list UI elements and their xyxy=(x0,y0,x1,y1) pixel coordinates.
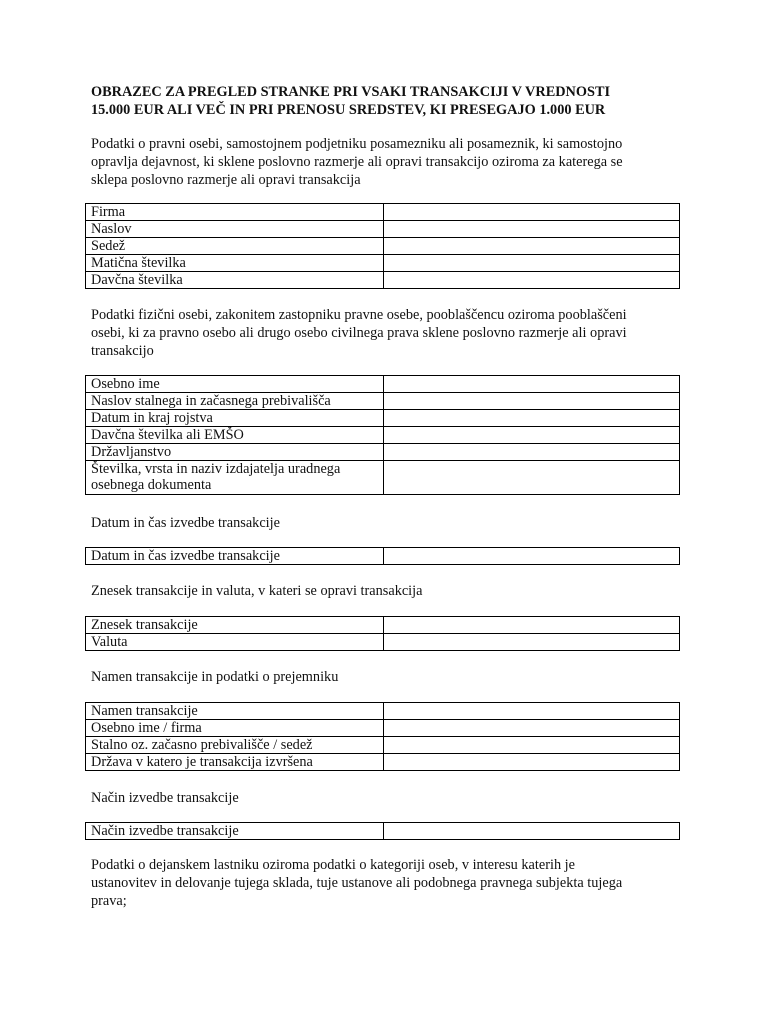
table-row xyxy=(86,221,680,238)
value-cell[interactable] xyxy=(384,617,680,634)
row-label: Valuta xyxy=(86,634,384,651)
row-label: Datum in čas izvedbe transakcije xyxy=(86,548,384,565)
method-intro: Način izvedbe transakcije xyxy=(91,790,239,806)
value-cell[interactable] xyxy=(384,376,680,393)
row-label: Matična številka xyxy=(86,255,384,272)
value-cell[interactable] xyxy=(384,427,680,444)
row-label: Firma xyxy=(86,204,384,221)
title-line-1: OBRAZEC ZA PREGLED STRANKE PRI VSAKI TRANSAKCIJI V VREDNOSTI xyxy=(91,84,611,100)
table-row xyxy=(86,238,680,255)
row-label: Država v katero je transakcija izvršena xyxy=(86,754,384,771)
document-title xyxy=(91,83,680,119)
value-cell[interactable] xyxy=(384,737,680,754)
value-cell[interactable] xyxy=(384,393,680,410)
value-cell[interactable] xyxy=(384,823,680,840)
table-row xyxy=(86,393,680,410)
table-row xyxy=(86,255,680,272)
row-label: Namen transakcije xyxy=(86,703,384,720)
value-cell[interactable] xyxy=(384,204,680,221)
datetime-intro: Datum in čas izvedbe transakcije xyxy=(91,515,280,531)
value-cell[interactable] xyxy=(384,444,680,461)
table-row xyxy=(86,703,680,720)
value-cell[interactable] xyxy=(384,720,680,737)
method-table xyxy=(85,822,680,840)
row-label: Naslov xyxy=(86,221,384,238)
value-cell[interactable] xyxy=(384,754,680,771)
row-label: Davčna številka ali EMŠO xyxy=(86,427,384,444)
value-cell[interactable] xyxy=(384,461,680,495)
table-row xyxy=(86,823,680,840)
table-row xyxy=(86,720,680,737)
natural-person-table xyxy=(85,375,680,495)
table-row xyxy=(86,461,680,495)
value-cell[interactable] xyxy=(384,255,680,272)
value-cell[interactable] xyxy=(384,548,680,565)
table-row xyxy=(86,548,680,565)
value-cell[interactable] xyxy=(384,221,680,238)
table-row xyxy=(86,376,680,393)
value-cell[interactable] xyxy=(384,410,680,427)
title-line-2: 15.000 EUR ALI VEČ IN PRI PRENOSU SREDSTEV, KI PRESEGAJO 1.000 EUR xyxy=(91,102,606,118)
value-cell[interactable] xyxy=(384,703,680,720)
row-label: Davčna številka xyxy=(86,272,384,289)
value-cell[interactable] xyxy=(384,238,680,255)
row-label: Osebno ime xyxy=(86,376,384,393)
amount-table xyxy=(85,616,680,651)
row-label: Znesek transakcije xyxy=(86,617,384,634)
row-label: Osebno ime / firma xyxy=(86,720,384,737)
row-label: Način izvedbe transakcije xyxy=(86,823,384,840)
table-row xyxy=(86,617,680,634)
purpose-table xyxy=(85,702,680,771)
amount-intro: Znesek transakcije in valuta, v kateri se opravi transakcija xyxy=(91,583,423,599)
row-label: Stalno oz. začasno prebivališče / sedež xyxy=(86,737,384,754)
table-row xyxy=(86,204,680,221)
row-label: Naslov stalnega in začasnega prebivališča xyxy=(86,393,384,410)
row-label: Datum in kraj rojstva xyxy=(86,410,384,427)
table-row xyxy=(86,272,680,289)
datetime-table xyxy=(85,547,680,565)
legal-entity-intro: Podatki o pravni osebi, samostojnem podjetniku posamezniku ali posameznik, ki samostojno opravlja dejavnost, ki sklene poslovno razmerje ali opravi transakcijo oziroma za katerega se sklepa poslovno razmerje ali opravi transakcija xyxy=(91,136,623,188)
table-row xyxy=(86,634,680,651)
table-row xyxy=(86,427,680,444)
value-cell[interactable] xyxy=(384,272,680,289)
table-row xyxy=(86,444,680,461)
row-label: Sedež xyxy=(86,238,384,255)
purpose-intro: Namen transakcije in podatki o prejemniku xyxy=(91,669,339,685)
row-label: Številka, vrsta in naziv izdajatelja uradnega osebnega dokumenta xyxy=(86,461,384,495)
row-label: Državljanstvo xyxy=(86,444,384,461)
table-row xyxy=(86,410,680,427)
beneficial-owner-intro: Podatki o dejanskem lastniku oziroma podatki o kategoriji oseb, v interesu katerih je ustanovitev in delovanje tujega sklada, tuje ustanove ali podobnega pravnega subjekta tujega prava; xyxy=(91,857,623,909)
value-cell[interactable] xyxy=(384,634,680,651)
table-row xyxy=(86,754,680,771)
legal-entity-table xyxy=(85,203,680,289)
table-row xyxy=(86,737,680,754)
natural-person-intro: Podatki fizični osebi, zakonitem zastopniku pravne osebe, pooblaščencu oziroma pooblaščeni osebi, ki za pravno osebo ali drugo osebo civilnega prava sklene poslovno razmerje ali opravi transakcijo xyxy=(91,307,627,359)
